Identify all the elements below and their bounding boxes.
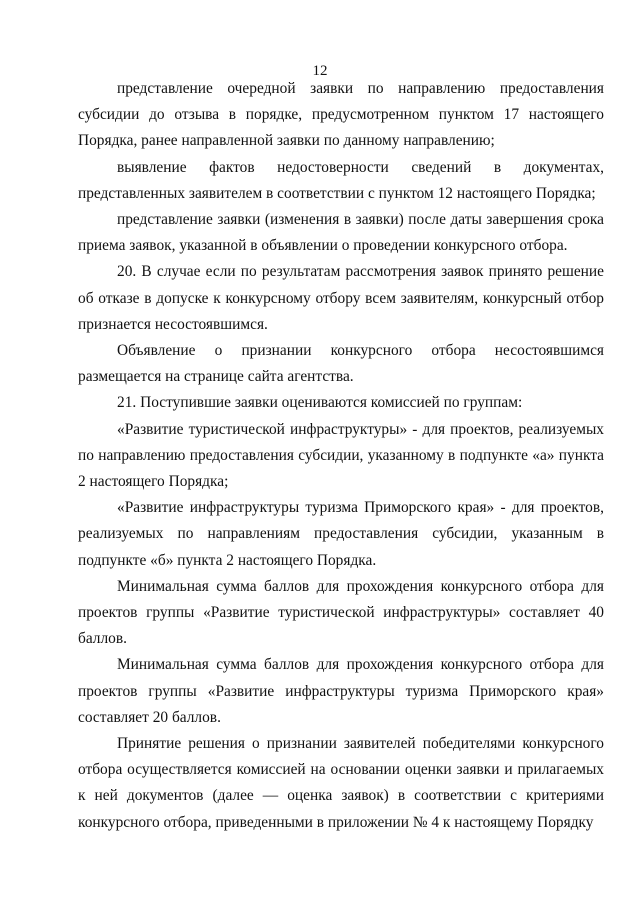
paragraph-min-score-20: Минимальная сумма баллов для прохождения конкурсного отбора для проектов группы «Развитие инфраструктуры туризма Приморского края» составляет 20 баллов.: [78, 656, 604, 726]
paragraph-group-primorsky: «Развитие инфраструктуры туризма Приморского края» - для проектов, реализуемых по направлениям предоставления субсидии, указанным в подпункте «б» пункта 2 настоящего Порядка.: [78, 499, 604, 569]
page-number: 12: [312, 63, 328, 79]
paragraph-announcement: Объявление о признании конкурсного отбора несостоявшимся размещается на странице сайта агентства.: [78, 342, 604, 386]
paragraph-clause-21: 21. Поступившие заявки оцениваются комиссией по группам:: [117, 394, 523, 412]
paragraph-withdrawal: представление очередной заявки по направлению предоставления субсидии до отзыва в порядке, предусмотренном пунктом 17 настоящего Порядка, ранее направленной заявки по данному направлению;: [78, 80, 604, 150]
paragraph-group-tourism-infrastructure: «Развитие туристической инфраструктуры» - для проектов, реализуемых по направлению предоставления субсидии, указанному в подпункте «а» пункта 2 настоящего Порядка;: [78, 420, 604, 491]
paragraph-clause-20: 20. В случае если по результатам рассмотрения заявок принято решение об отказе в допуске к конкурсному отбору всем заявителям, конкурсный отбор признается несостоявшимся.: [78, 263, 604, 333]
paragraph-late-submission: представление заявки (изменения в заявки) после даты завершения срока приема заявок, указанной в объявлении о проведении конкурсного отбора.: [78, 211, 604, 255]
document-body: [78, 76, 604, 836]
paragraph-unreliable-info: выявление фактов недостоверности сведений в документах, представленных заявителем в соответствии с пунктом 12 настоящего Порядка;: [78, 158, 604, 202]
paragraph-min-score-40: Минимальная сумма баллов для прохождения конкурсного отбора для проектов группы «Развитие туристической инфраструктуры» составляет 40 баллов.: [78, 577, 604, 648]
paragraph-winner-decision: Принятие решения о признании заявителей победителями конкурсного отбора осуществляется комиссией на основании оценки заявки и прилагаемых к ней документов (далее — оценка заявок) в соответствии с критериями конкурсного отбора, приведенными в приложении № 4 к настоящему Порядку: [78, 735, 604, 831]
